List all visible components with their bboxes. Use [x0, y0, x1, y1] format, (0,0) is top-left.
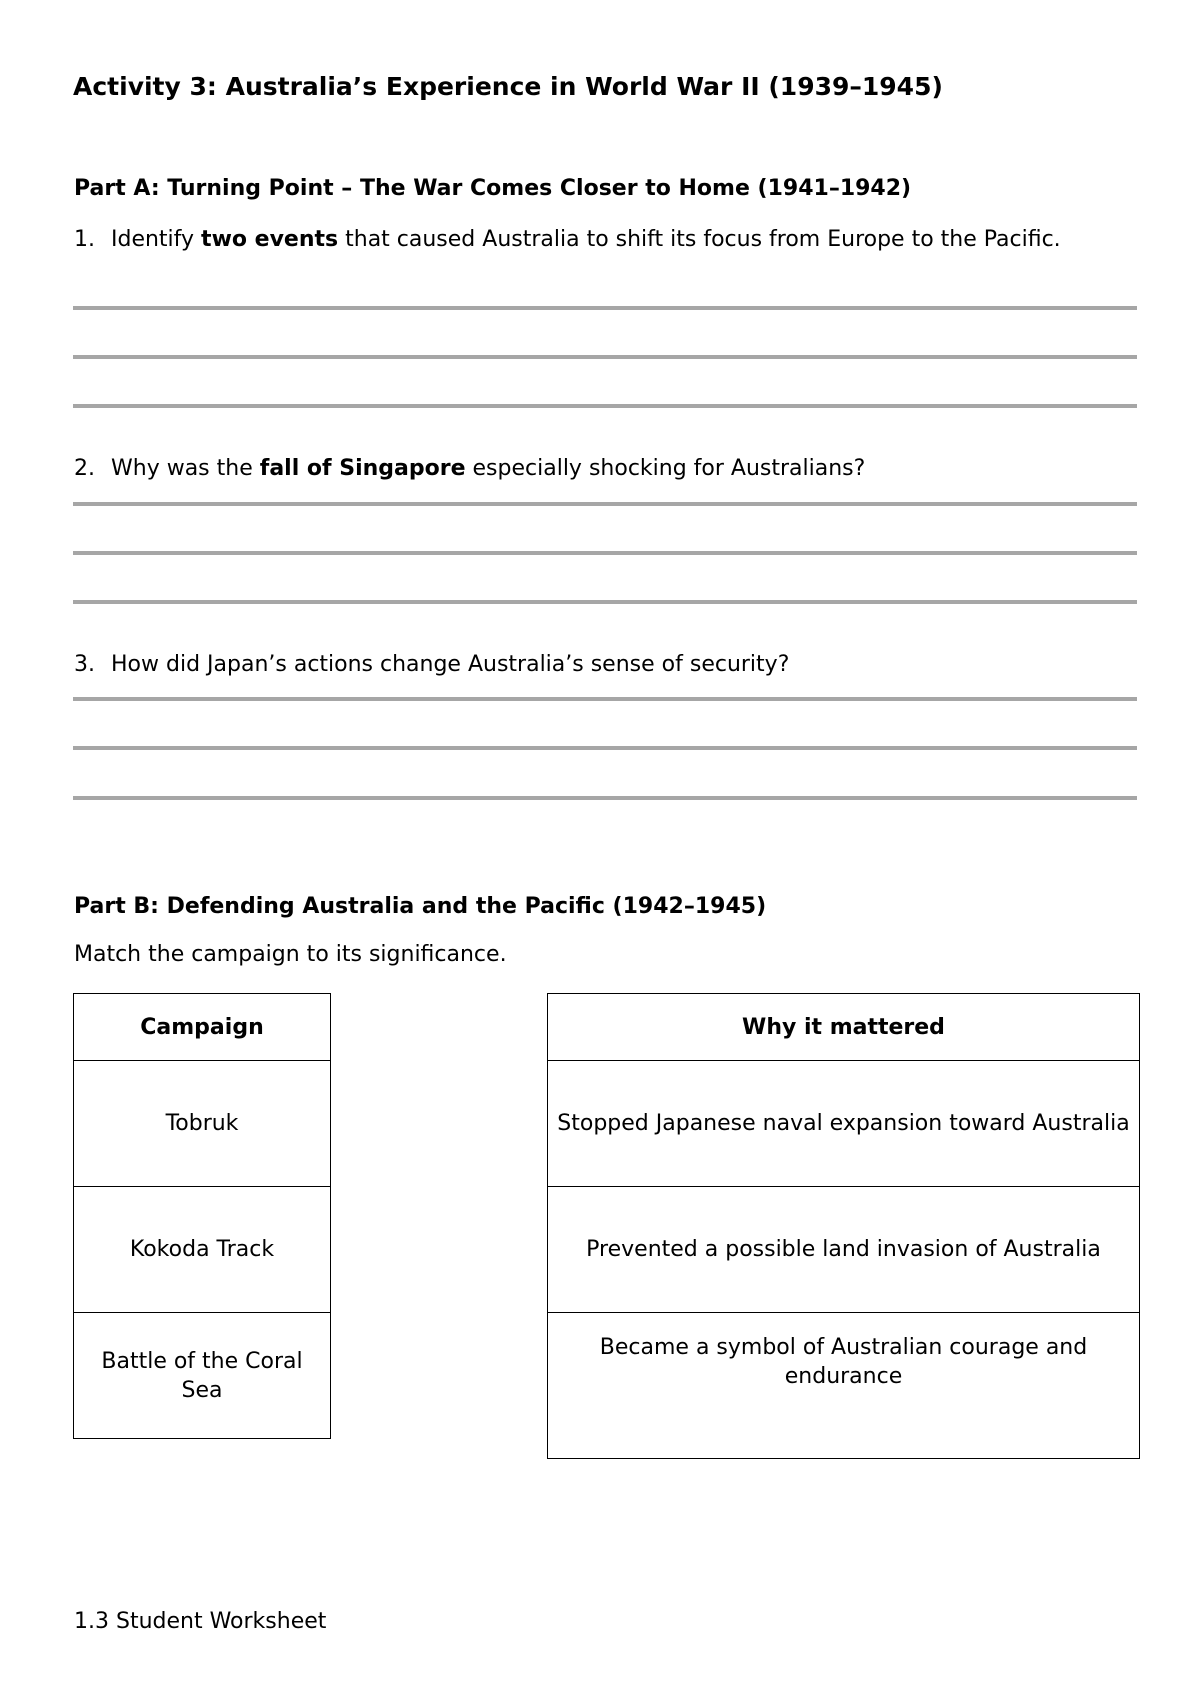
campaign-cell[interactable]: Kokoda Track — [74, 1187, 331, 1313]
answer-line[interactable] — [73, 404, 1137, 408]
question-number: 2. — [74, 456, 95, 481]
question-text — [111, 223, 1084, 256]
question-text: How did Japan’s actions change Australia’s sense of security? — [111, 652, 790, 677]
significance-table — [547, 993, 1140, 1459]
question-number: 1. — [74, 227, 95, 252]
question-text — [111, 452, 1084, 485]
question-3 — [74, 648, 1084, 681]
page-title: Activity 3: Australia’s Experience in World War II (1939–1945) — [73, 72, 943, 101]
campaign-header: Campaign — [74, 994, 331, 1061]
question-2 — [74, 452, 1084, 485]
footer-label: 1.3 Student Worksheet — [74, 1609, 327, 1634]
question-emphasis: two events — [201, 227, 339, 252]
instruction-text: Match the campaign to its significance. — [74, 942, 507, 967]
answer-line[interactable] — [73, 600, 1137, 604]
significance-cell[interactable]: Became a symbol of Australian courage and endurance — [548, 1313, 1140, 1459]
question-number: 3. — [74, 652, 95, 677]
significance-header: Why it mattered — [548, 994, 1140, 1061]
answer-line[interactable] — [73, 502, 1137, 506]
question-1 — [74, 223, 1084, 256]
answer-line[interactable] — [73, 697, 1137, 701]
answer-line[interactable] — [73, 355, 1137, 359]
significance-cell[interactable]: Stopped Japanese naval expansion toward Australia — [548, 1061, 1140, 1187]
answer-line[interactable] — [73, 551, 1137, 555]
campaign-table — [73, 993, 331, 1439]
question-text-part: Identify — [111, 227, 202, 252]
significance-cell[interactable]: Prevented a possible land invasion of Australia — [548, 1187, 1140, 1313]
question-emphasis: fall of Singapore — [259, 456, 466, 481]
question-text-part: Why was the — [111, 456, 260, 481]
answer-line[interactable] — [73, 306, 1137, 310]
part-b-heading: Part B: Defending Australia and the Pacific (1942–1945) — [74, 894, 767, 919]
campaign-cell[interactable]: Tobruk — [74, 1061, 331, 1187]
part-a-heading: Part A: Turning Point – The War Comes Closer to Home (1941–1942) — [74, 176, 912, 201]
campaign-cell[interactable]: Battle of the Coral Sea — [74, 1313, 331, 1439]
question-text-part: that caused Australia to shift its focus from Europe to the Pacific. — [338, 227, 1061, 252]
answer-line[interactable] — [73, 796, 1137, 800]
answer-line[interactable] — [73, 746, 1137, 750]
question-text-part: especially shocking for Australians? — [465, 456, 866, 481]
